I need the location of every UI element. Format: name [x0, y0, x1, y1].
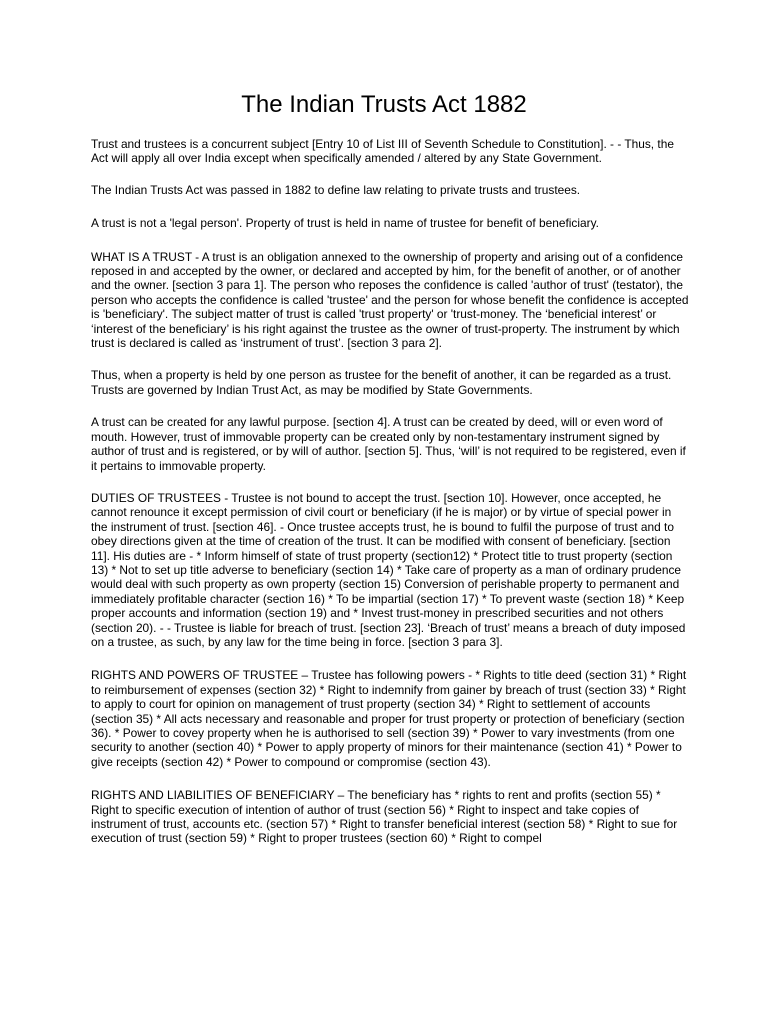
paragraph-what-is-a-trust: WHAT IS A TRUST - A trust is an obligation annexed to the ownership of property and arising out of a confidence reposed in and accepted by the owner, or declared and accepted by him, for the benefit of another, or of another and the owner. [section 3 para 1]. The person who reposes the confidence is called 'author of trust' (testator), the person who accepts the confidence is called 'trustee' and the person for whose benefit the confidence is accepted is 'beneficiary'. The subject matter of trust is called 'trust property' or 'trust-money. The ‘beneficial interest’ or ‘interest of the beneficiary’ is his right against the trustee as the owner of trust-property. The instrument by which trust is declared is called as ‘instrument of trust’. [section 3 para 2]. — [91, 249, 689, 351]
paragraph-act-passed: The Indian Trusts Act was passed in 1882 to define law relating to private trusts and trustees. — [91, 182, 581, 197]
paragraph-trust-creation: A trust can be created for any lawful purpose. [section 4]. A trust can be created by deed, will or even word of mouth. However, trust of immovable property can be created only by non-testamentary instrument signed by author of trust and is registered, or by will of author. [section 5]. Thus, ‘will’ is not required to be registered, even if it pertains to immovable property. — [91, 415, 686, 473]
paragraph-rights-of-beneficiary: RIGHTS AND LIABILITIES OF BENEFICIARY – The beneficiary has * rights to rent and profits (section 55) * Right to specific execution of intention of author of trust (section 56) * Right to inspect and take copies of instrument of trust, accounts etc. (section 57) * Right to transfer beneficial interest (section 58) * Right to sue for execution of trust (section 59) * Right to proper trustees (section 60) * Right to compel — [91, 788, 678, 846]
paragraph-concurrent-subject: Trust and trustees is a concurrent subject [Entry 10 of List III of Seventh Schedule to Constitution]. - - Thus, the Act will apply all over India except when specifically amended / altered by any State Government. — [91, 137, 674, 166]
paragraph-rights-and-powers-of-trustee: RIGHTS AND POWERS OF TRUSTEE – Trustee has following powers - * Rights to title deed (section 31) * Right to reimbursement of expenses (section 32) * Right to indemnify from gainer by breach of trust (section 33) * Right to apply to court for opinion on management of trust property (section 34) * Right to settlement of accounts (section 35) * All acts necessary and reasonable and proper for trust property or protection of beneficiary (section 36). * Power to covey property when he is authorised to sell (section 39) * Power to vary investments (from one security to another (section 40) * Power to apply property of minors for their maintenance (section 41) * Power to give receipts (section 42) * Power to compound or compromise (section 43). — [91, 668, 687, 769]
document-body — [91, 137, 691, 846]
document-title: The Indian Trusts Act 1882 — [241, 91, 527, 118]
paragraph-legal-person: A trust is not a 'legal person'. Property of trust is held in name of trustee for benefit of beneficiary. — [91, 216, 599, 231]
paragraph-trust-regarded: Thus, when a property is held by one person as trustee for the benefit of another, it can be regarded as a trust. Trusts are governed by Indian Trust Act, as may be modified by State Governments. — [91, 368, 672, 397]
paragraph-duties-of-trustees: DUTIES OF TRUSTEES - Trustee is not bound to accept the trust. [section 10]. However, once accepted, he cannot renounce it except permission of civil court or beneficiary (if he is major) or by virtue of special power in the instrument of trust. [section 46]. - Once trustee accepts trust, he is bound to fulfil the purpose of trust and to obey directions given at the time of creation of the trust. It can be modified with consent of beneficiary. [section 11]. His duties are - * Inform himself of state of trust property (section12) * Protect title to trust property (section 13) * Not to set up title adverse to beneficiary (section 14) * Take care of property as a man of ordinary prudence would deal with such property as own property (section 15) Conversion of perishable property to permanent and immediately profitable character (section 16) * To be impartial (section 17) * To prevent waste (section 18) * Keep proper accounts and information (section 19) and * Invest trust-money in prescribed securities and not others (section 20). - - Trustee is liable for breach of trust. [section 23]. ‘Breach of trust’ means a breach of duty imposed on a trustee, as such, by any law for the time being in force. [section 3 para 3]. — [91, 490, 686, 649]
